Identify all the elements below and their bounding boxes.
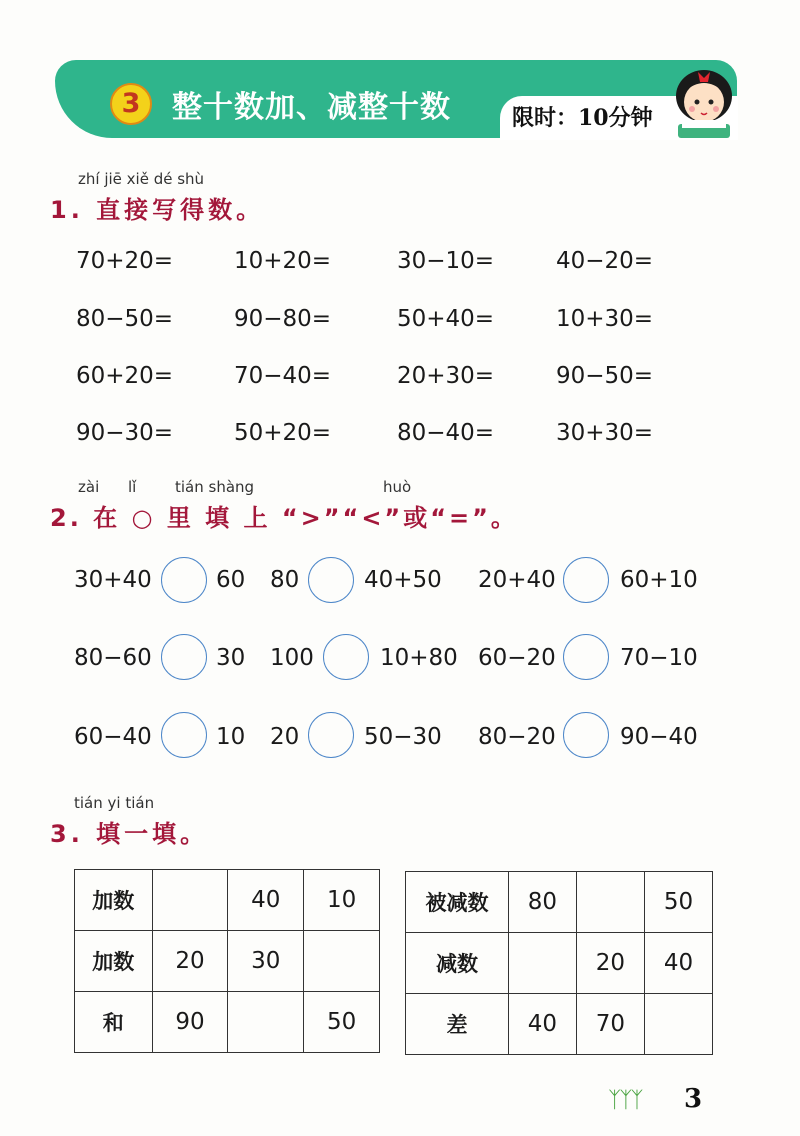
time-limit-label: 限时：10分钟 — [512, 105, 653, 131]
compare-answer-circle[interactable] — [161, 634, 207, 680]
compare-answer-circle[interactable] — [563, 634, 609, 680]
q2-pinyin: huò — [383, 478, 412, 496]
q1-equation: 50+20= — [234, 420, 332, 446]
table-cell: 50 — [304, 992, 380, 1053]
q2-left-expression: 80−20 — [478, 724, 556, 750]
q2-heading: 2. 在 ○ 里 填 上 “>”“<”或“=”。 — [50, 504, 518, 532]
table-header-cell: 差 — [406, 994, 509, 1055]
table-cell: 90 — [152, 992, 228, 1053]
answer-cell[interactable] — [228, 992, 304, 1053]
answer-cell[interactable] — [644, 994, 712, 1055]
table-cell: 10 — [304, 870, 380, 931]
q2-right-expression: 10 — [216, 724, 246, 750]
q1-equation: 70+20= — [76, 248, 174, 274]
lesson-number-badge: 3 — [110, 83, 152, 125]
q1-equation: 60+20= — [76, 363, 174, 389]
q1-equation: 90−30= — [76, 420, 174, 446]
answer-cell[interactable] — [576, 872, 644, 933]
compare-answer-circle[interactable] — [323, 634, 369, 680]
answer-cell[interactable] — [508, 933, 576, 994]
sprout-icon: ᛉᛉᛉ — [608, 1088, 642, 1113]
q1-pinyin: zhí jiē xiě dé shù — [78, 170, 205, 188]
table-cell: 20 — [152, 931, 228, 992]
q3-heading: 3. 填一填。 — [50, 820, 209, 848]
compare-answer-circle[interactable] — [308, 557, 354, 603]
q2-left-expression: 20+40 — [478, 567, 556, 593]
q1-equation: 50+40= — [397, 306, 495, 332]
compare-answer-circle[interactable] — [308, 712, 354, 758]
q1-equation: 40−20= — [556, 248, 654, 274]
q2-left-expression: 60−40 — [74, 724, 152, 750]
table-cell: 40 — [508, 994, 576, 1055]
q1-equation: 80−50= — [76, 306, 174, 332]
compare-answer-circle[interactable] — [563, 712, 609, 758]
q1-equation: 20+30= — [397, 363, 495, 389]
q1-equation: 80−40= — [397, 420, 495, 446]
lesson-title: 整十数加、减整十数 — [172, 90, 451, 125]
q2-right-expression: 50−30 — [364, 724, 442, 750]
q2-left-expression: 100 — [270, 645, 314, 671]
table-header-cell: 加数 — [75, 931, 153, 992]
compare-answer-circle[interactable] — [563, 557, 609, 603]
q2-right-expression: 70−10 — [620, 645, 698, 671]
q1-equation: 10+20= — [234, 248, 332, 274]
q1-equation: 70−40= — [234, 363, 332, 389]
table-cell: 50 — [644, 872, 712, 933]
table-cell: 70 — [576, 994, 644, 1055]
q1-equation: 90−50= — [556, 363, 654, 389]
q2-right-expression: 40+50 — [364, 567, 442, 593]
q2-left-expression: 20 — [270, 724, 300, 750]
table-header-cell: 被减数 — [406, 872, 509, 933]
table-cell: 40 — [644, 933, 712, 994]
table-cell: 30 — [228, 931, 304, 992]
q2-left-expression: 80−60 — [74, 645, 152, 671]
table-cell: 80 — [508, 872, 576, 933]
q2-left-expression: 30+40 — [74, 567, 152, 593]
table-cell: 40 — [228, 870, 304, 931]
answer-cell[interactable] — [152, 870, 228, 931]
q2-left-expression: 80 — [270, 567, 300, 593]
q2-right-expression: 10+80 — [380, 645, 458, 671]
compare-answer-circle[interactable] — [161, 712, 207, 758]
q2-right-expression: 90−40 — [620, 724, 698, 750]
table-header-cell: 和 — [75, 992, 153, 1053]
table-header-cell: 加数 — [75, 870, 153, 931]
page-number: 3 — [684, 1084, 703, 1114]
q1-equation: 10+30= — [556, 306, 654, 332]
q1-equation: 30+30= — [556, 420, 654, 446]
girl-reading-icon — [668, 62, 740, 142]
compare-answer-circle[interactable] — [161, 557, 207, 603]
table-header-cell: 减数 — [406, 933, 509, 994]
q1-equation: 30−10= — [397, 248, 495, 274]
addition-table — [74, 869, 380, 1053]
q2-pinyin: lǐ — [128, 478, 137, 496]
q1-heading: 1. 直接写得数。 — [50, 196, 265, 224]
q2-pinyin: tián shàng — [175, 478, 255, 496]
q1-equation: 90−80= — [234, 306, 332, 332]
q3-pinyin: tián yi tián — [74, 794, 155, 812]
q2-left-expression: 60−20 — [478, 645, 556, 671]
subtraction-table — [405, 871, 713, 1055]
q2-right-expression: 30 — [216, 645, 246, 671]
table-cell: 20 — [576, 933, 644, 994]
q2-right-expression: 60+10 — [620, 567, 698, 593]
answer-cell[interactable] — [304, 931, 380, 992]
q2-right-expression: 60 — [216, 567, 246, 593]
q2-pinyin: zài — [78, 478, 100, 496]
